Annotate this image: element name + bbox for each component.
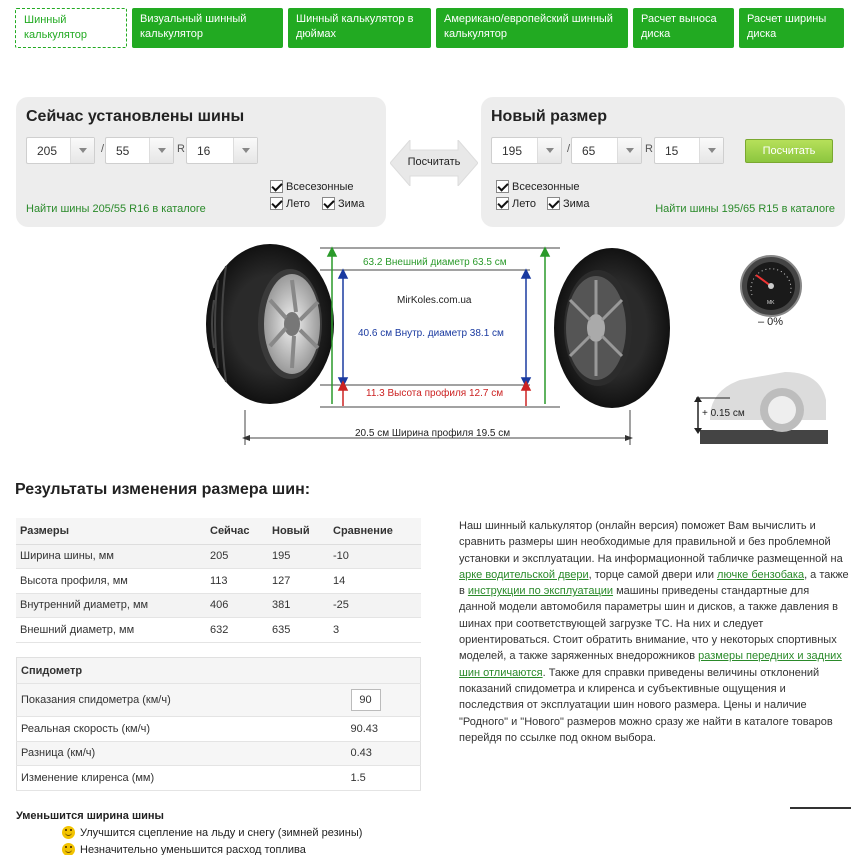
new-tire-image: [554, 248, 670, 408]
checkbox-checked-icon[interactable]: [270, 197, 283, 210]
checkbox-label: Всесезонные: [286, 180, 354, 193]
column-header: Сейчас: [206, 518, 268, 544]
table-cell: Ширина шины, мм: [16, 544, 206, 569]
car-clearance-image: [690, 360, 830, 445]
new-panel-title: Новый размер: [491, 108, 608, 125]
list-item-text: Улучшится сцепление на льду и снегу (зимней резины): [80, 826, 363, 839]
table-row: [17, 766, 421, 791]
inner-diameter-label: 40.6 см Внутр. диаметр 38.1 см: [358, 328, 504, 339]
smile-icon: [62, 826, 75, 839]
new-diameter-select[interactable]: [654, 137, 724, 164]
table-row: [17, 684, 421, 717]
current-winter-checkbox[interactable]: [322, 197, 364, 210]
speedometer-icon: [740, 255, 802, 317]
tab-offset-calc[interactable]: Расчет выноса диска: [633, 8, 734, 48]
slash-separator: /: [101, 143, 105, 155]
table-cell: 3: [329, 618, 421, 643]
table-header-row: [16, 518, 421, 544]
current-allseason-checkbox[interactable]: [270, 180, 354, 193]
speedometer-reading-input[interactable]: 90: [351, 689, 381, 711]
tab-bar: [15, 8, 844, 48]
size-comparison-table: [16, 518, 421, 643]
speedometer-table: [16, 657, 421, 791]
table-cell: Высота профиля, мм: [16, 569, 206, 594]
results-title: Результаты изменения размера шин:: [15, 481, 311, 498]
table-cell: 1.5: [347, 766, 421, 791]
checkbox-label: Лето: [512, 197, 537, 210]
chevron-down-icon[interactable]: [699, 138, 723, 163]
column-header: Новый: [268, 518, 329, 544]
front-rear-sizes-link[interactable]: размеры передних и задних шин отличаются: [459, 650, 842, 679]
list-item: [62, 843, 306, 855]
table-cell: 14: [329, 569, 421, 594]
tire-comparison-diagram: [200, 240, 690, 455]
new-diameter-value: 15: [665, 144, 679, 158]
current-width-select[interactable]: [26, 137, 95, 164]
checkbox-label: Зима: [338, 197, 365, 210]
tab-us-eu-calculator[interactable]: Американо/европейский шинный калькулятор: [436, 8, 628, 48]
description-part: , а также в: [459, 568, 849, 598]
list-item: [62, 826, 362, 839]
table-cell: -25: [329, 593, 421, 618]
table-cell: 205: [206, 544, 268, 569]
new-width-value: 195: [502, 144, 523, 158]
new-size-panel: [481, 97, 845, 227]
tab-rim-width-calc[interactable]: Расчет ширины диска: [739, 8, 844, 48]
table-cell: 113: [206, 569, 268, 594]
driver-door-link[interactable]: арке водительской двери: [459, 568, 589, 581]
clearance-change-label: + 0.15 см: [702, 408, 745, 419]
new-allseason-checkbox[interactable]: [496, 180, 580, 193]
speedometer-deviation: – 0%: [758, 316, 784, 328]
table-row: [17, 717, 421, 742]
table-row: [16, 569, 421, 594]
speedometer-brand: MK: [767, 300, 775, 306]
table-cell: Разница (км/ч): [17, 741, 347, 766]
chevron-down-icon[interactable]: [617, 138, 641, 163]
tab-tire-calculator[interactable]: Шинный калькулятор: [15, 8, 127, 48]
outer-diameter-arrows: [328, 248, 549, 404]
table-row: [16, 593, 421, 618]
column-header: Размеры: [16, 518, 206, 544]
current-summer-checkbox[interactable]: [270, 197, 310, 210]
checkbox-label: Зима: [563, 197, 590, 210]
chevron-down-icon[interactable]: [537, 138, 561, 163]
table-cell: Внутренний диаметр, мм: [16, 593, 206, 618]
new-winter-checkbox[interactable]: [547, 197, 589, 210]
table-cell: 90.43: [347, 717, 421, 742]
checkbox-label: Лето: [286, 197, 311, 210]
r-label: R: [645, 143, 653, 155]
description-part: . Также для справки приведены величины отклонений показаний спидометра и клиренса и субъективные ощущения и последствия от эксплуатации шин нового размера. Цены и наличие "Родного" и "Нового" размеров можно сразу же найти в каталоге товаров перейдя по ссылке под окном выбора.: [459, 666, 833, 744]
current-profile-select[interactable]: [105, 137, 174, 164]
outer-diameter-label: 63.2 Внешний диаметр 63.5 см: [363, 257, 507, 268]
calculate-button[interactable]: Посчитать: [745, 139, 833, 163]
table-cell: 381: [268, 593, 329, 618]
table-cell: -10: [329, 544, 421, 569]
r-label: R: [177, 143, 185, 155]
new-find-link[interactable]: Найти шины 195/65 R15 в каталоге: [655, 203, 835, 215]
fuel-hatch-link[interactable]: лючке бензобака: [717, 568, 805, 581]
table-header-row: [17, 658, 421, 684]
table-cell: 127: [268, 569, 329, 594]
table-cell: 195: [268, 544, 329, 569]
current-profile-value: 55: [116, 144, 130, 158]
width-decrease-title: Уменьшится ширина шины: [16, 810, 164, 822]
table-cell: Показания спидометра (км/ч): [17, 684, 347, 717]
new-width-select[interactable]: [491, 137, 562, 164]
description-text: [459, 518, 849, 746]
table-row: [16, 618, 421, 643]
smile-icon: [62, 843, 75, 855]
table-cell: 0.43: [347, 741, 421, 766]
checkbox-checked-icon[interactable]: [322, 197, 335, 210]
table-row: [16, 544, 421, 569]
description-part: Наш шинный калькулятор (онлайн версия) поможет Вам вычислить и сравнить размеры шин необходимые для правильной и без проблемной установки и эксплуатации. На информационной табличке размещенной на: [459, 520, 843, 565]
table-cell: 635: [268, 618, 329, 643]
checkbox-checked-icon[interactable]: [270, 180, 283, 193]
profile-width-label: 20.5 см Ширина профиля 19.5 см: [355, 428, 511, 439]
current-diameter-select[interactable]: [186, 137, 258, 164]
current-diameter-value: 16: [197, 144, 211, 158]
table-cell: 632: [206, 618, 268, 643]
calculate-arrow-button[interactable]: [390, 140, 478, 186]
current-tires-panel: [16, 97, 386, 227]
table-cell: 406: [206, 593, 268, 618]
checkbox-checked-icon[interactable]: [547, 197, 560, 210]
current-width-value: 205: [37, 144, 58, 158]
profile-height-label: 11.3 Высота профиля 12.7 см: [366, 388, 504, 399]
site-watermark: MirKoles.com.ua: [397, 295, 472, 306]
chevron-down-icon[interactable]: [70, 138, 94, 163]
table-row: [17, 741, 421, 766]
tab-inch-calculator[interactable]: Шинный калькулятор в дюймах: [288, 8, 431, 48]
slash-separator: /: [567, 143, 571, 155]
table-cell: Реальная скорость (км/ч): [17, 717, 347, 742]
speedometer-table-title: Спидометр: [17, 658, 421, 684]
calculate-arrow-label: Посчитать: [407, 156, 461, 168]
table-cell: Изменение клиренса (мм): [17, 766, 347, 791]
checkbox-label: Всесезонные: [512, 180, 580, 193]
column-header: Сравнение: [329, 518, 421, 544]
new-profile-value: 65: [582, 144, 596, 158]
current-find-link[interactable]: Найти шины 205/55 R16 в каталоге: [26, 203, 206, 215]
new-profile-select[interactable]: [571, 137, 642, 164]
description-part: машины приведены стандартные для данной модели автомобиля параметры шин и дисков, а также давления в шинах при соответствующей загрузке ТС. На них и следует ориентироваться. Стоит обратить внимание, что у некоторых спортивных моделей, а также заряженных внедорожников: [459, 585, 838, 663]
table-cell: Внешний диаметр, мм: [16, 618, 206, 643]
tab-visual-calculator[interactable]: Визуальный шинный калькулятор: [132, 8, 283, 48]
manual-link[interactable]: инструкции по эксплуатации: [467, 585, 614, 598]
list-item-text: Незначительно уменьшится расход топлива: [80, 843, 306, 855]
description-part: , торце самой двери или: [588, 568, 718, 581]
new-summer-checkbox[interactable]: [496, 197, 536, 210]
checkbox-checked-icon[interactable]: [496, 180, 509, 193]
current-tire-image: [206, 244, 334, 404]
chevron-down-icon[interactable]: [149, 138, 173, 163]
divider: [790, 807, 851, 809]
chevron-down-icon[interactable]: [233, 138, 257, 163]
current-panel-title: Сейчас установлены шины: [26, 108, 245, 125]
checkbox-checked-icon[interactable]: [496, 197, 509, 210]
